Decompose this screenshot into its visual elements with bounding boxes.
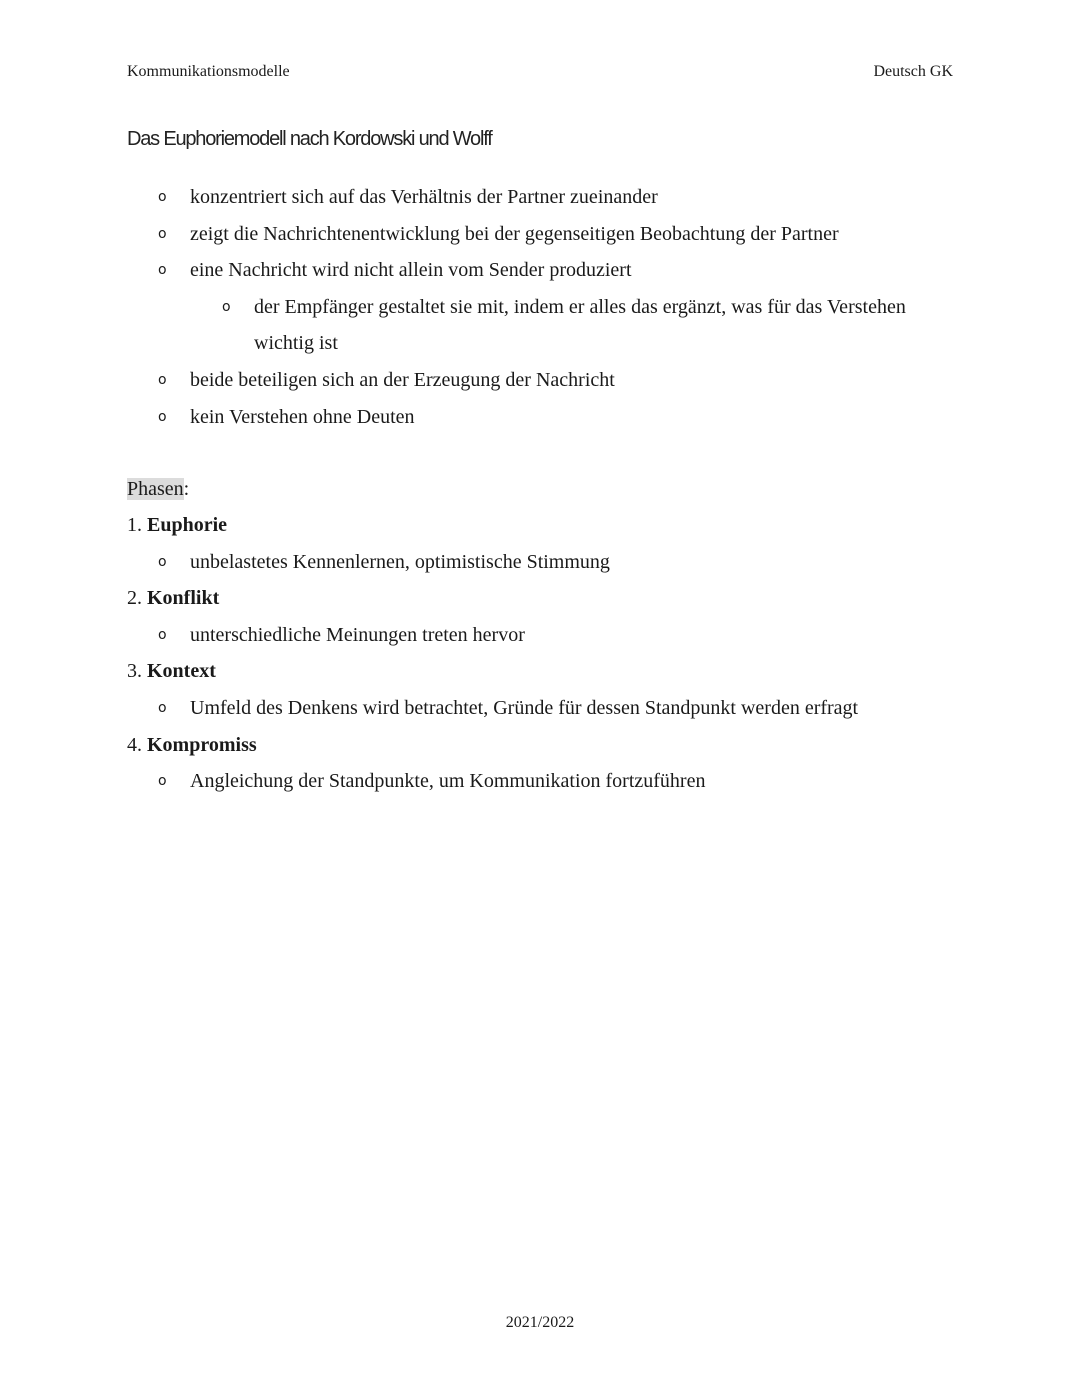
phase-number: 3. [127,660,142,683]
sub-list-item-text: der Empfänger gestaltet sie mit, indem er alles das ergänzt, was für das Verstehen wichtig ist [254,295,906,355]
phase-detail: Angleichung der Standpunkte, um Kommunikation fortzuführen [190,770,706,793]
list-item [127,690,953,727]
page-header-left: Kommunikationsmodelle [127,63,290,80]
bullet-circle-icon: o [158,699,167,716]
model-bullet-list [127,179,953,435]
list-item-text: konzentriert sich auf das Verhältnis der Partner zueinander [190,186,658,208]
bullet-circle-icon: o [158,189,167,205]
phase-name: Kontext [147,660,216,683]
list-item [127,362,953,399]
phasen-label: Phasen [127,478,184,500]
phase-detail: unbelastetes Kennenlernen, optimistische Stimmung [190,550,610,573]
phase-number: 2. [127,587,142,610]
phase-name: Kompromiss [147,733,257,756]
bullet-circle-icon: o [222,298,231,315]
list-item [127,544,953,581]
phase-detail: Umfeld des Denkens wird betrachtet, Gründe für dessen Standpunkt werden erfragt [190,696,859,719]
bullet-circle-icon: o [158,773,167,790]
phase-heading [127,507,953,544]
phase-detail: unterschiedliche Meinungen treten hervor [190,623,525,646]
list-item [127,399,953,436]
phasen-heading [127,474,189,504]
bullet-circle-icon: o [158,553,167,570]
phase-heading [127,653,953,690]
phases-list [127,507,953,800]
bullet-circle-icon: o [158,408,167,425]
bullet-circle-icon: o [158,626,167,643]
list-item [127,216,953,253]
page-header-right: Deutsch GK [873,63,953,80]
list-item-text: eine Nachricht wird nicht allein vom Sender produziert [190,259,632,282]
list-item-text: kein Verstehen ohne Deuten [190,405,415,428]
bullet-circle-icon: o [158,262,167,279]
phase-number: 1. [127,514,142,536]
phase-name: Euphorie [147,514,228,536]
phase-number: 4. [127,733,142,756]
phase-name: Konflikt [147,587,220,610]
phase-heading [127,727,953,764]
list-item-text: zeigt die Nachrichtenentwicklung bei der gegenseitigen Beobachtung der Partner [190,222,839,245]
list-item [127,179,953,216]
list-item [127,252,953,289]
sub-list-item [127,289,953,362]
bullet-circle-icon: o [158,371,167,388]
list-item [127,763,953,800]
bullet-circle-icon: o [158,225,167,242]
page-footer: 2021/2022 [505,1314,575,1331]
phasen-colon: : [183,478,190,500]
list-item [127,617,953,654]
phase-heading [127,580,953,617]
document-title: Das Euphoriemodell nach Kordowski und Wolff [127,128,492,150]
list-item-text: beide beteiligen sich an der Erzeugung der Nachricht [190,368,615,391]
